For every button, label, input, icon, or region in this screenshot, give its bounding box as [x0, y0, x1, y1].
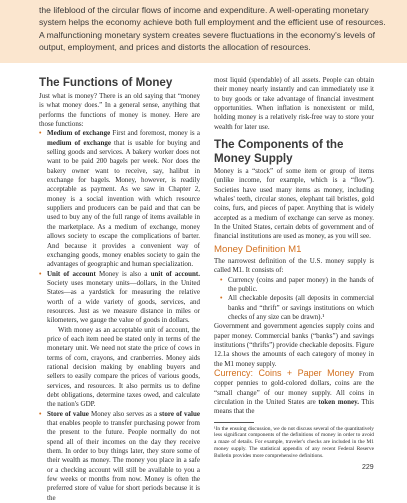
right-column — [214, 76, 374, 460]
list-item: • All checkable deposits (all deposits in commercial banks and “thrift” or savings institutions on which checks of any size can be drawn).¹ — [220, 294, 374, 321]
unit-of-account-para: With money as an acceptable unit of account, the price of each item need be stated only in terms of the monetary unit. We need not state the price of cows in terms of corn, crayons, and cranberries. Money aids rational decision making by enabling buyers and sellers to easily compare the prices of various goods, services, and resources. It also permits us to define debt obligations, determine taxes owed, and calculate the nation's GDP. — [47, 325, 200, 409]
functions-intro: Just what is money? There is an old saying that “money is what money does.” In a general sense, anything that performs the functions of money is money. Here are those functions: — [39, 92, 200, 129]
list-item: • Store of value Money also serves as a store of value that enables people to transfer purchasing power from the present to the future. People normally do not spend all of their incomes on the day they receive them. In order to buy things later, they store some of their wealth as money. The money you place in a safe or a checking account will still be available to you a few weeks or months from now. Money is often the preferred store of value for short periods because it is the — [39, 409, 200, 502]
left-column — [39, 76, 200, 503]
m1-supply-para: Government and government agencies supply coins and paper money. Commercial banks (“banks”) and savings institutions (“thrifts”) provide checkable deposits. Figure 12.1a shows the amounts of each category of money in the M1 money supply. — [214, 322, 374, 368]
footnote: ¹In the ensuing discussion, we do not discuss several of the quantitatively less significant components of the definitions of money in order to avoid a maze of details. For example, traveler's checks are included in the M1 money supply. The statistical appendix of any recent Federal Reserve Bulletin provides more comprehensive definitions. — [214, 425, 374, 459]
intro-banner — [0, 0, 407, 63]
functions-heading: The Functions of Money — [39, 76, 173, 89]
bullet-icon: • — [39, 129, 42, 138]
bullet-icon: • — [220, 275, 223, 284]
components-heading: The Components of the Money Supply — [214, 138, 344, 165]
m1-intro: The narrowest definition of the U.S. money supply is called M1. It consists of: — [214, 256, 374, 275]
footnote-rule — [214, 422, 254, 423]
list-item: • Medium of exchange First and foremost, money is a medium of exchange that is usable for buying and selling goods and services. A bakery worker does not want to be paid 200 bagels per week. Nor does the bakery owner want to receive, say, halibut in exchange for bagels. Money, however, is readily acceptable as payment. As we saw in Chapter 2, money is a social invention with which resource suppliers and producers can be paid and that can be used to buy any of the full range of items available in the marketplace. As a medium of exchange, money allows society to escape the complications of barter. And because it provides a convenient way of exchanging goods, money enables society to gain the advantages of geographic and human specialization. — [39, 129, 200, 269]
bullet-icon: • — [220, 294, 223, 303]
m1-list — [214, 276, 374, 323]
components-para: Money is a “stock” of some item or group of items (unlike income, for example, which is a “flow”). Societies have used many items as money, including whales' teeth, circular stones, elephant tail bristles, gold coins, furs, and pieces of paper. Anything that is widely accepted as a medium of exchange can serve as money. In the United States, certain debts of government and of financial institutions are used as money, as you will see. — [214, 167, 374, 241]
banner-text: the lifeblood of the circular flows of income and expenditure. A well-operating monetary system helps the economy achieve both full employment and the efficient use of resources. A malfunctioning monetary system creates severe fluctuations in the economy's levels of output, employment, and prices and distorts the allocation of resources. — [39, 5, 386, 53]
m1-heading: Money Definition M1 — [214, 243, 302, 255]
currency-para: Currency: Coins + Paper Money From copper pennies to gold-colored dollars, coins are the “small change” of our money supply. All coins in circulation in the United States are token money. This means that the — [214, 367, 374, 416]
list-item: • Unit of account Money is also a unit of account. Society uses monetary units—dollars, in the United States—as a yardstick for measuring the relative worth of a wide variety of goods, services, and resources. Just as we measure distance in miles or kilometers, we gauge the value of goods in dollars. — [39, 269, 201, 325]
currency-heading: Currency: Coins + Paper Money — [214, 367, 355, 378]
store-value-continued: most liquid (spendable) of all assets. People can obtain their money nearly instantly and can immediately use it to buy goods or take advantage of financial investment opportunities. When inflation is nonexistent or mild, holding money is a relatively risk-free way to store your wealth for later use. — [214, 76, 374, 131]
list-item: • Currency (coins and paper money) in the hands of the public. — [220, 275, 374, 293]
page-number: 229 — [362, 464, 374, 471]
bullet-icon: • — [39, 409, 42, 418]
bullet-icon: • — [39, 269, 42, 278]
functions-list — [39, 129, 200, 325]
